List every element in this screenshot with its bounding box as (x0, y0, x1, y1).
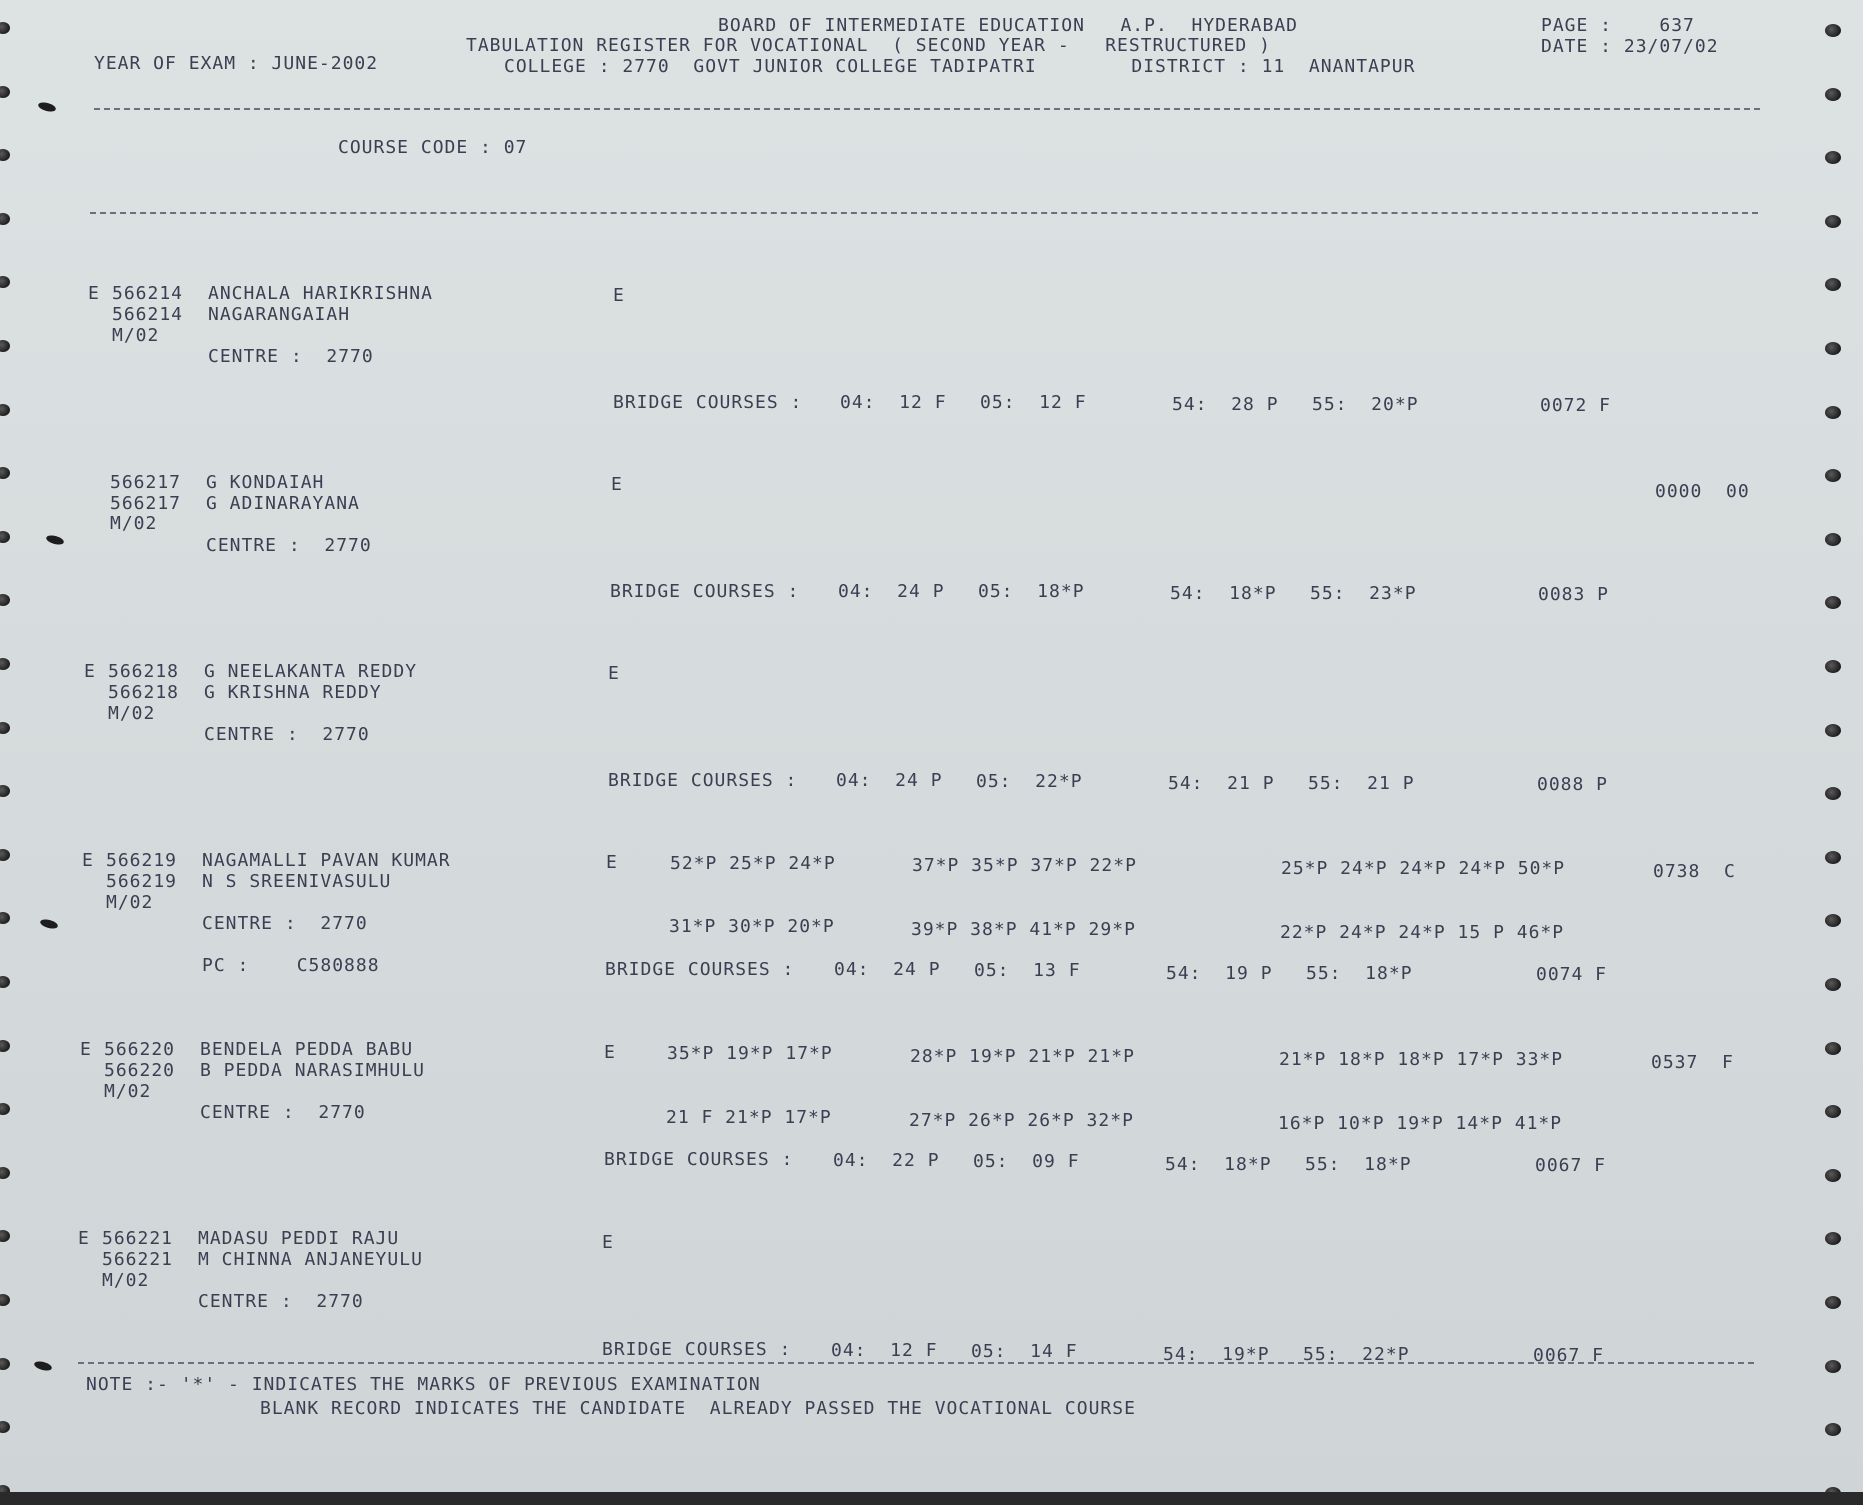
marks-group-2: 28*P 19*P 21*P 21*P (910, 1046, 1135, 1067)
roll-number-repeat: 566220 (104, 1060, 176, 1081)
feed-hole-right (1825, 1105, 1841, 1118)
feed-hole-left (0, 785, 10, 797)
bridge-course-54: 54: 21 P (1168, 773, 1275, 794)
feed-hole-right (1825, 88, 1841, 101)
exam-month: M/02 (104, 1081, 152, 1102)
feed-hole-left (0, 1230, 10, 1242)
bridge-course-04: 04: 24 P (834, 959, 941, 980)
roll-number-repeat: 566214 (112, 304, 184, 325)
feed-hole-right (1825, 533, 1841, 546)
marks-group-1: 21 F 21*P 17*P (666, 1107, 832, 1128)
note-line-2: BLANK RECORD INDICATES THE CANDIDATE ALREADY PASSED THE VOCATIONAL COURSE (260, 1398, 1136, 1419)
bridge-courses-label: BRIDGE COURSES : (602, 1339, 792, 1360)
marks-flag: E (604, 1042, 616, 1063)
centre: CENTRE : 2770 (200, 1102, 366, 1123)
bridge-course-05: 05: 22*P (976, 771, 1083, 792)
record-flag: E (78, 1228, 90, 1249)
grand-total: 0738 C (1653, 861, 1736, 882)
bridge-course-05: 05: 14 F (971, 1341, 1078, 1362)
bridge-total: 0088 P (1537, 774, 1609, 795)
bridge-course-55: 55: 18*P (1306, 963, 1413, 984)
feed-hole-right (1825, 787, 1841, 800)
register-title: TABULATION REGISTER FOR VOCATIONAL ( SECOND YEAR - RESTRUCTURED ) (466, 35, 1271, 56)
bridge-courses-label: BRIDGE COURSES : (605, 959, 795, 980)
feed-hole-right (1825, 914, 1841, 927)
feed-hole-left (0, 849, 10, 861)
marks-flag: E (602, 1232, 614, 1253)
feed-hole-right (1825, 660, 1841, 673)
course-code: COURSE CODE : 07 (338, 137, 528, 158)
bridge-course-55: 55: 20*P (1312, 394, 1419, 415)
roll-number: 566221 (102, 1228, 174, 1249)
record-flag: E (84, 661, 96, 682)
feed-hole-left (0, 1421, 10, 1433)
course-divider (90, 212, 1758, 214)
paper-bottom-edge (0, 1492, 1863, 1505)
centre: CENTRE : 2770 (206, 535, 372, 556)
bridge-course-04: 04: 22 P (833, 1150, 940, 1171)
print-date: DATE : 23/07/02 (1541, 36, 1719, 57)
roll-number-repeat: 566217 (110, 493, 182, 514)
marks-flag: E (606, 852, 618, 873)
feed-hole-right (1825, 1423, 1841, 1436)
bridge-courses-label: BRIDGE COURSES : (608, 770, 798, 791)
bridge-course-54: 54: 19 P (1166, 963, 1273, 984)
feed-hole-left (0, 213, 10, 225)
college-line: COLLEGE : 2770 GOVT JUNIOR COLLEGE TADIPATRI DISTRICT : 11 ANANTAPUR (504, 56, 1416, 77)
binder-mark (37, 101, 56, 113)
binder-mark (33, 1360, 52, 1372)
exam-month: M/02 (108, 703, 156, 724)
father-name: B PEDDA NARASIMHULU (200, 1060, 425, 1081)
footer-divider (78, 1362, 1754, 1364)
feed-hole-left (0, 1167, 10, 1179)
header-divider (94, 108, 1760, 110)
record-flag: E (82, 850, 94, 871)
feed-hole-left (0, 276, 10, 288)
feed-hole-left (0, 149, 10, 161)
year-of-exam: YEAR OF EXAM : JUNE-2002 (94, 53, 379, 74)
bridge-total: 0074 F (1536, 964, 1608, 985)
roll-number: 566214 (112, 283, 184, 304)
marks-flag: E (611, 474, 623, 495)
father-name: G KRISHNA REDDY (204, 682, 382, 703)
feed-hole-left (0, 912, 10, 924)
feed-hole-left (0, 594, 10, 606)
record-flag: E (88, 283, 100, 304)
bridge-course-55: 55: 22*P (1303, 1344, 1410, 1365)
bridge-course-05: 05: 18*P (978, 581, 1085, 602)
marks-group-2: 37*P 35*P 37*P 22*P (912, 855, 1137, 876)
candidate-name: NAGAMALLI PAVAN KUMAR (202, 850, 451, 871)
feed-hole-left (0, 722, 10, 734)
feed-hole-left (0, 1040, 10, 1052)
marks-group-3: 25*P 24*P 24*P 24*P 50*P (1281, 858, 1566, 879)
father-name: NAGARANGAIAH (208, 304, 351, 325)
grand-total: 0000 00 (1655, 481, 1750, 502)
bridge-course-54: 54: 18*P (1165, 1154, 1272, 1175)
father-name: N S SREENIVASULU (202, 871, 392, 892)
exam-month: M/02 (102, 1270, 150, 1291)
board-heading: BOARD OF INTERMEDIATE EDUCATION A.P. HYDERABAD (718, 15, 1299, 36)
centre: CENTRE : 2770 (208, 346, 374, 367)
feed-hole-right (1825, 342, 1841, 355)
feed-hole-right (1825, 851, 1841, 864)
candidate-name: ANCHALA HARIKRISHNA (208, 283, 433, 304)
feed-hole-right (1825, 151, 1841, 164)
marks-flag: E (608, 663, 620, 684)
candidate-name: G KONDAIAH (206, 472, 325, 493)
feed-hole-left (0, 22, 10, 34)
feed-hole-left (0, 531, 10, 543)
feed-hole-right (1825, 406, 1841, 419)
feed-hole-left (0, 658, 10, 670)
feed-hole-left (0, 976, 10, 988)
exam-month: M/02 (106, 892, 154, 913)
bridge-course-04: 04: 24 P (838, 581, 945, 602)
candidate-name: BENDELA PEDDA BABU (200, 1039, 414, 1060)
bridge-course-04: 04: 12 F (831, 1340, 938, 1361)
bridge-course-54: 54: 18*P (1170, 583, 1277, 604)
bridge-course-05: 05: 12 F (980, 392, 1087, 413)
roll-number-repeat: 566219 (106, 871, 178, 892)
feed-hole-left (0, 340, 10, 352)
grand-total: 0537 F (1651, 1052, 1734, 1073)
bridge-total: 0067 F (1535, 1155, 1607, 1176)
feed-hole-right (1825, 1296, 1841, 1309)
feed-hole-left (0, 467, 10, 479)
feed-hole-left (0, 1358, 10, 1370)
candidate-name: G NEELAKANTA REDDY (204, 661, 418, 682)
father-name: M CHINNA ANJANEYULU (198, 1249, 423, 1270)
roll-number: 566218 (108, 661, 180, 682)
candidate-name: MADASU PEDDI RAJU (198, 1228, 400, 1249)
feed-hole-right (1825, 1169, 1841, 1182)
bridge-courses-label: BRIDGE COURSES : (604, 1149, 794, 1170)
roll-number-repeat: 566218 (108, 682, 180, 703)
bridge-course-55: 55: 21 P (1308, 773, 1415, 794)
marks-group-3: 16*P 10*P 19*P 14*P 41*P (1278, 1113, 1563, 1134)
feed-hole-right (1825, 24, 1841, 37)
marks-group-1: 52*P 25*P 24*P (670, 853, 836, 874)
feed-hole-left (0, 1294, 10, 1306)
feed-hole-right (1825, 724, 1841, 737)
marks-group-3: 21*P 18*P 18*P 17*P 33*P (1279, 1049, 1564, 1070)
bridge-course-04: 04: 12 F (840, 392, 947, 413)
marks-group-3: 22*P 24*P 24*P 15 P 46*P (1280, 922, 1565, 943)
pc-number: PC : C580888 (202, 955, 380, 976)
marks-group-1: 35*P 19*P 17*P (667, 1043, 833, 1064)
note-line-1: NOTE :- '*' - INDICATES THE MARKS OF PREVIOUS EXAMINATION (86, 1374, 761, 1395)
bridge-total: 0083 P (1538, 584, 1610, 605)
feed-hole-right (1825, 278, 1841, 291)
bridge-course-55: 55: 23*P (1310, 583, 1417, 604)
marks-flag: E (613, 285, 625, 306)
centre: CENTRE : 2770 (202, 913, 368, 934)
binder-mark (39, 918, 58, 930)
record-flag: E (80, 1039, 92, 1060)
feed-hole-right (1825, 469, 1841, 482)
bridge-course-05: 05: 09 F (973, 1151, 1080, 1172)
exam-month: M/02 (110, 513, 158, 534)
bridge-courses-label: BRIDGE COURSES : (613, 392, 803, 413)
bridge-course-54: 54: 19*P (1163, 1344, 1270, 1365)
feed-hole-right (1825, 596, 1841, 609)
roll-number: 566220 (104, 1039, 176, 1060)
bridge-course-05: 05: 13 F (974, 960, 1081, 981)
feed-hole-right (1825, 215, 1841, 228)
feed-hole-right (1825, 978, 1841, 991)
feed-hole-left (0, 1103, 10, 1115)
marks-group-1: 31*P 30*P 20*P (669, 916, 835, 937)
bridge-total: 0067 F (1533, 1345, 1605, 1366)
bridge-course-54: 54: 28 P (1172, 394, 1279, 415)
bridge-course-55: 55: 18*P (1305, 1154, 1412, 1175)
marks-group-2: 39*P 38*P 41*P 29*P (911, 919, 1136, 940)
father-name: G ADINARAYANA (206, 493, 360, 514)
centre: CENTRE : 2770 (198, 1291, 364, 1312)
feed-hole-right (1825, 1042, 1841, 1055)
exam-month: M/02 (112, 325, 160, 346)
marks-group-2: 27*P 26*P 26*P 32*P (909, 1110, 1134, 1131)
feed-hole-left (0, 86, 10, 98)
bridge-course-04: 04: 24 P (836, 770, 943, 791)
roll-number-repeat: 566221 (102, 1249, 174, 1270)
feed-hole-right (1825, 1232, 1841, 1245)
bridge-total: 0072 F (1540, 395, 1612, 416)
bridge-courses-label: BRIDGE COURSES : (610, 581, 800, 602)
roll-number: 566217 (110, 472, 182, 493)
page-number: PAGE : 637 (1541, 15, 1695, 36)
feed-hole-right (1825, 1360, 1841, 1373)
roll-number: 566219 (106, 850, 178, 871)
feed-hole-left (0, 404, 10, 416)
binder-mark (45, 534, 64, 546)
centre: CENTRE : 2770 (204, 724, 370, 745)
